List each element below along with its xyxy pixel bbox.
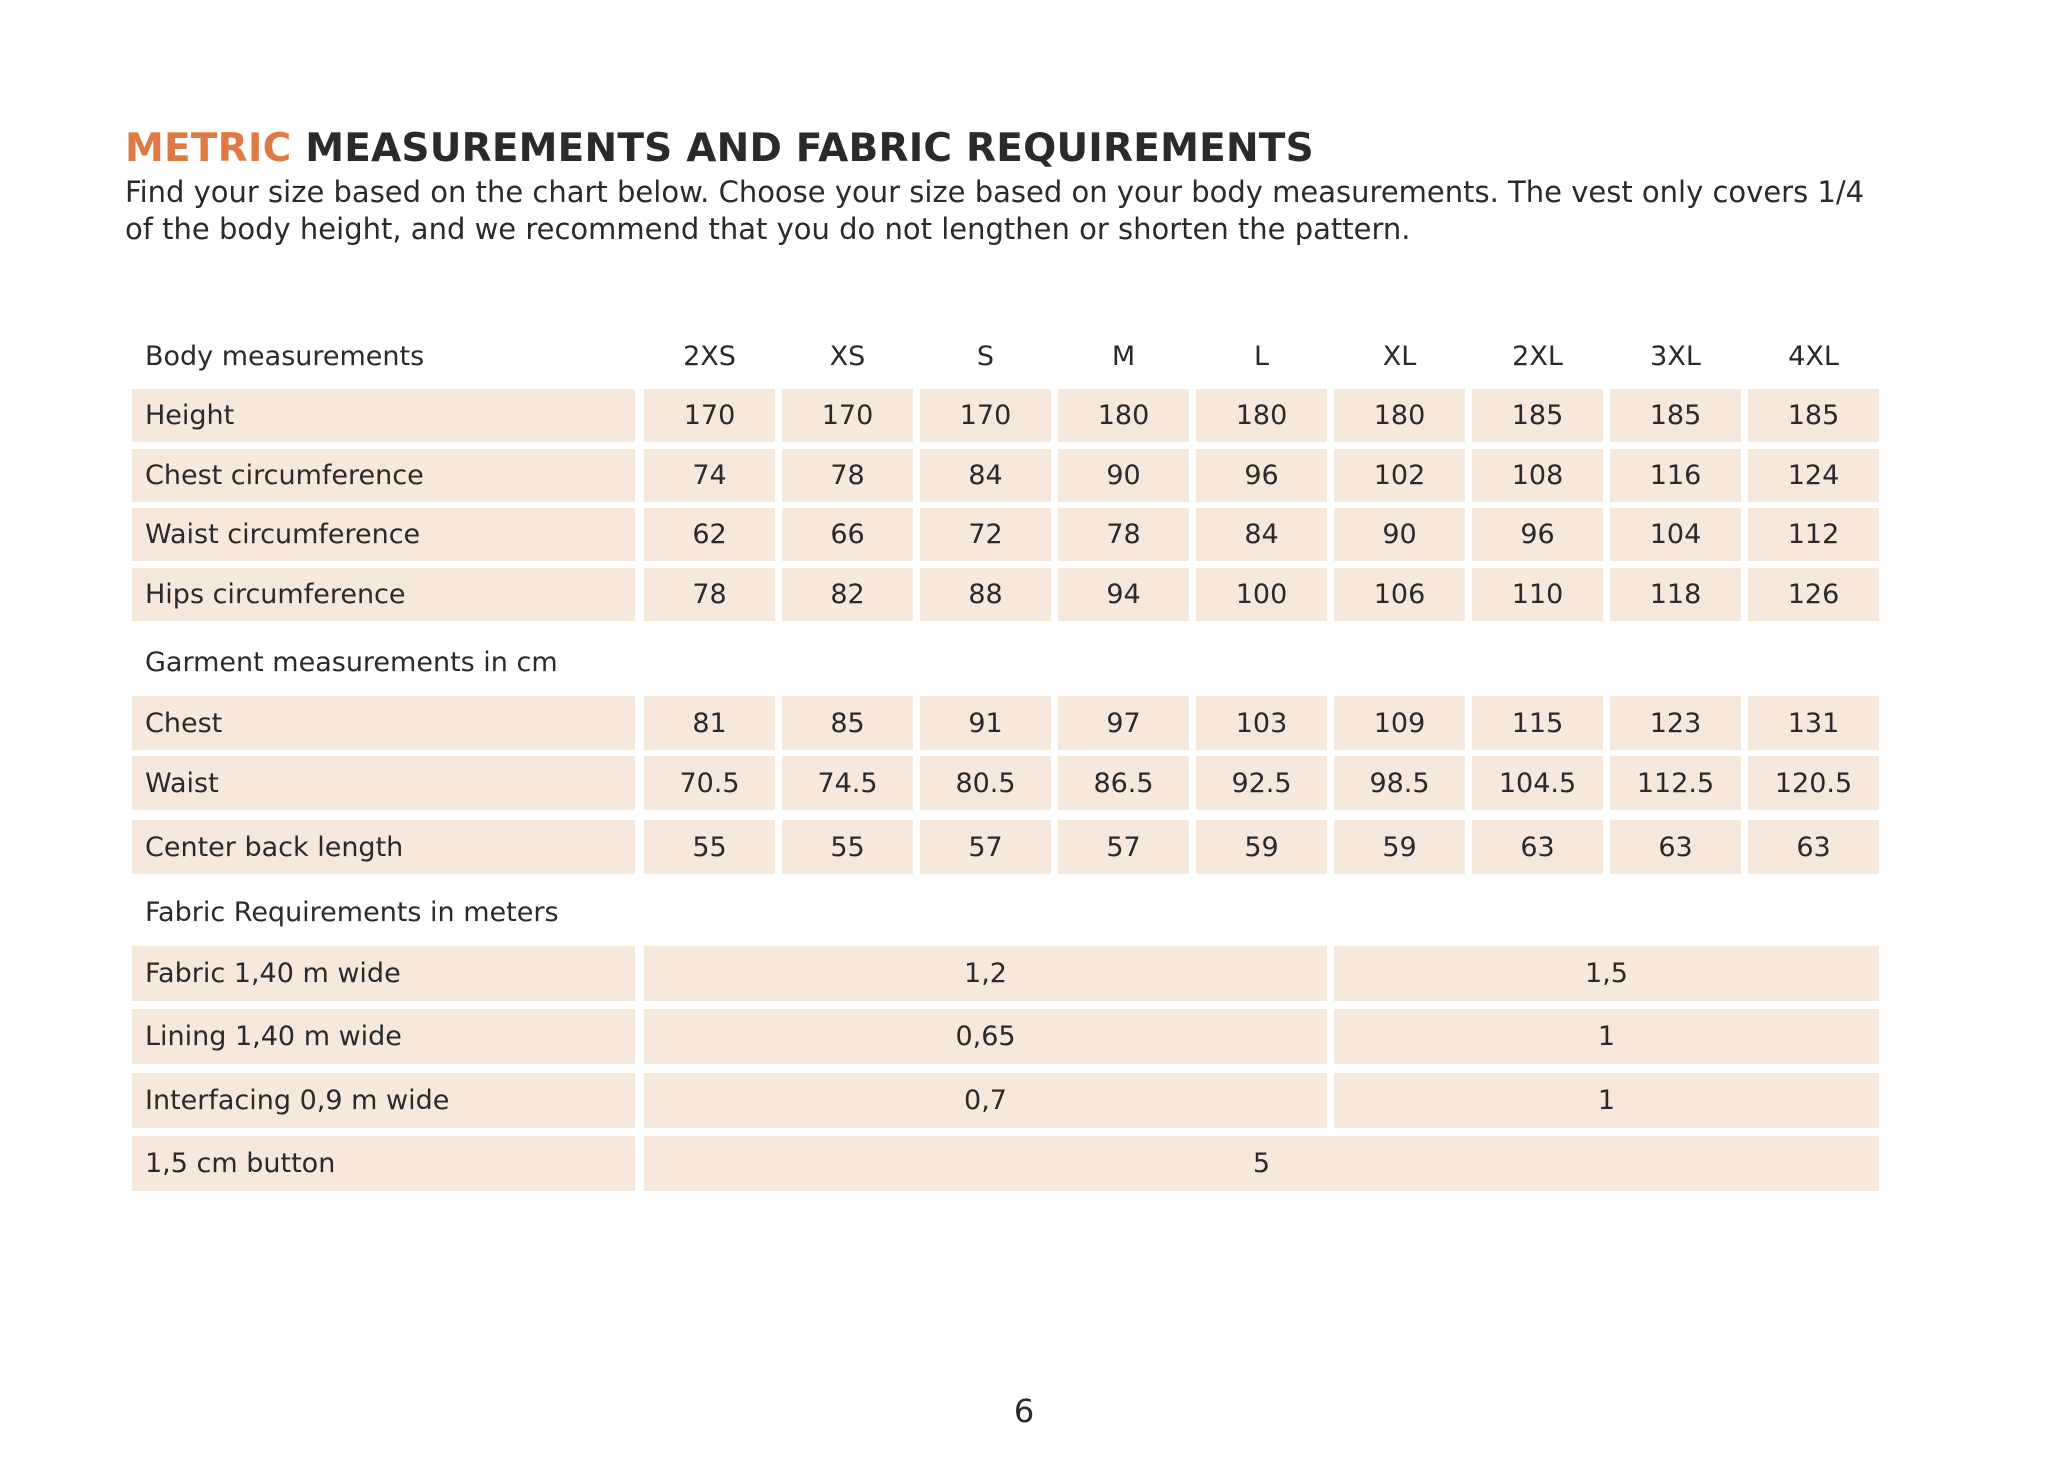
table-cell-merged: 1 <box>1334 1073 1879 1128</box>
row-label: Lining 1,40 m wide <box>132 1009 635 1064</box>
header-label: Body measurements <box>145 340 425 372</box>
section-label-fabric: Fabric Requirements in meters <box>145 896 559 928</box>
table-cell: 74 <box>644 449 775 502</box>
table-cell: 110 <box>1472 568 1603 621</box>
row-label: Waist <box>132 756 635 810</box>
table-cell: 94 <box>1058 568 1189 621</box>
row-label: Chest <box>132 696 635 750</box>
row-label: Center back length <box>132 820 635 874</box>
table-cell: 59 <box>1196 820 1327 874</box>
section-label-garment: Garment measurements in cm <box>145 646 558 678</box>
table-cell: 124 <box>1748 449 1879 502</box>
table-cell: 62 <box>644 508 775 561</box>
table-cell: 55 <box>782 820 913 874</box>
row-label: 1,5 cm button <box>132 1136 635 1191</box>
size-header: 3XL <box>1650 340 1701 372</box>
table-cell: 96 <box>1472 508 1603 561</box>
row-label: Interfacing 0,9 m wide <box>132 1073 635 1128</box>
table-cell: 170 <box>920 389 1051 442</box>
table-cell: 91 <box>920 696 1051 750</box>
table-cell: 126 <box>1748 568 1879 621</box>
size-header: 2XS <box>683 340 736 372</box>
table-cell: 123 <box>1610 696 1741 750</box>
table-cell: 63 <box>1610 820 1741 874</box>
size-header: XL <box>1382 340 1417 372</box>
table-cell: 90 <box>1058 449 1189 502</box>
table-cell: 116 <box>1610 449 1741 502</box>
table-cell-merged: 1,5 <box>1334 946 1879 1001</box>
table-cell: 109 <box>1334 696 1465 750</box>
table-cell: 112 <box>1748 508 1879 561</box>
row-label: Chest circumference <box>132 449 635 502</box>
table-cell: 96 <box>1196 449 1327 502</box>
size-header: M <box>1111 340 1136 372</box>
table-cell: 104 <box>1610 508 1741 561</box>
table-cell: 78 <box>782 449 913 502</box>
table-cell: 66 <box>782 508 913 561</box>
table-cell: 108 <box>1472 449 1603 502</box>
table-cell: 63 <box>1472 820 1603 874</box>
table-cell: 84 <box>1196 508 1327 561</box>
table-cell: 80.5 <box>920 756 1051 810</box>
row-label: Waist circumference <box>132 508 635 561</box>
row-label: Hips circumference <box>132 568 635 621</box>
table-cell: 55 <box>644 820 775 874</box>
table-cell: 81 <box>644 696 775 750</box>
table-cell: 106 <box>1334 568 1465 621</box>
table-cell: 97 <box>1058 696 1189 750</box>
page-title <box>125 128 1314 171</box>
table-cell-merged: 1,2 <box>644 946 1327 1001</box>
table-cell: 92.5 <box>1196 756 1327 810</box>
table-cell: 85 <box>782 696 913 750</box>
table-cell: 78 <box>644 568 775 621</box>
size-header: 4XL <box>1788 340 1839 372</box>
table-cell: 185 <box>1610 389 1741 442</box>
table-cell: 104.5 <box>1472 756 1603 810</box>
table-cell: 86.5 <box>1058 756 1189 810</box>
table-cell-merged: 1 <box>1334 1009 1879 1064</box>
row-label: Fabric 1,40 m wide <box>132 946 635 1001</box>
size-header: XS <box>829 340 866 372</box>
table-cell: 59 <box>1334 820 1465 874</box>
table-cell: 185 <box>1748 389 1879 442</box>
table-cell: 100 <box>1196 568 1327 621</box>
table-cell: 170 <box>644 389 775 442</box>
table-cell: 185 <box>1472 389 1603 442</box>
table-cell: 57 <box>1058 820 1189 874</box>
title-accent: METRIC <box>125 126 292 171</box>
row-label: Height <box>132 389 635 442</box>
size-header: 2XL <box>1512 340 1563 372</box>
table-cell: 112.5 <box>1610 756 1741 810</box>
table-cell: 70.5 <box>644 756 775 810</box>
page-number: 6 <box>1013 1392 1035 1430</box>
table-cell: 131 <box>1748 696 1879 750</box>
table-cell: 103 <box>1196 696 1327 750</box>
table-cell-merged: 0,7 <box>644 1073 1327 1128</box>
table-cell: 90 <box>1334 508 1465 561</box>
table-cell: 72 <box>920 508 1051 561</box>
table-cell: 180 <box>1334 389 1465 442</box>
size-header: L <box>1253 340 1270 372</box>
title-rest: MEASUREMENTS AND FABRIC REQUIREMENTS <box>305 126 1314 171</box>
intro-text: Find your size based on the chart below. Choose your size based on your body measurements. The vest only covers 1/4 of the body height, and we recommend that you do not lengthen or shorten the pattern. <box>125 175 1865 246</box>
table-cell-merged: 0,65 <box>644 1009 1327 1064</box>
table-cell: 170 <box>782 389 913 442</box>
table-cell: 98.5 <box>1334 756 1465 810</box>
table-cell: 102 <box>1334 449 1465 502</box>
table-cell-merged: 5 <box>644 1136 1879 1191</box>
size-header: S <box>976 340 995 372</box>
table-cell: 115 <box>1472 696 1603 750</box>
table-cell: 74.5 <box>782 756 913 810</box>
table-cell: 78 <box>1058 508 1189 561</box>
table-cell: 82 <box>782 568 913 621</box>
table-cell: 84 <box>920 449 1051 502</box>
table-cell: 63 <box>1748 820 1879 874</box>
table-cell: 88 <box>920 568 1051 621</box>
table-cell: 57 <box>920 820 1051 874</box>
table-cell: 180 <box>1196 389 1327 442</box>
table-cell: 180 <box>1058 389 1189 442</box>
table-cell: 118 <box>1610 568 1741 621</box>
table-cell: 120.5 <box>1748 756 1879 810</box>
